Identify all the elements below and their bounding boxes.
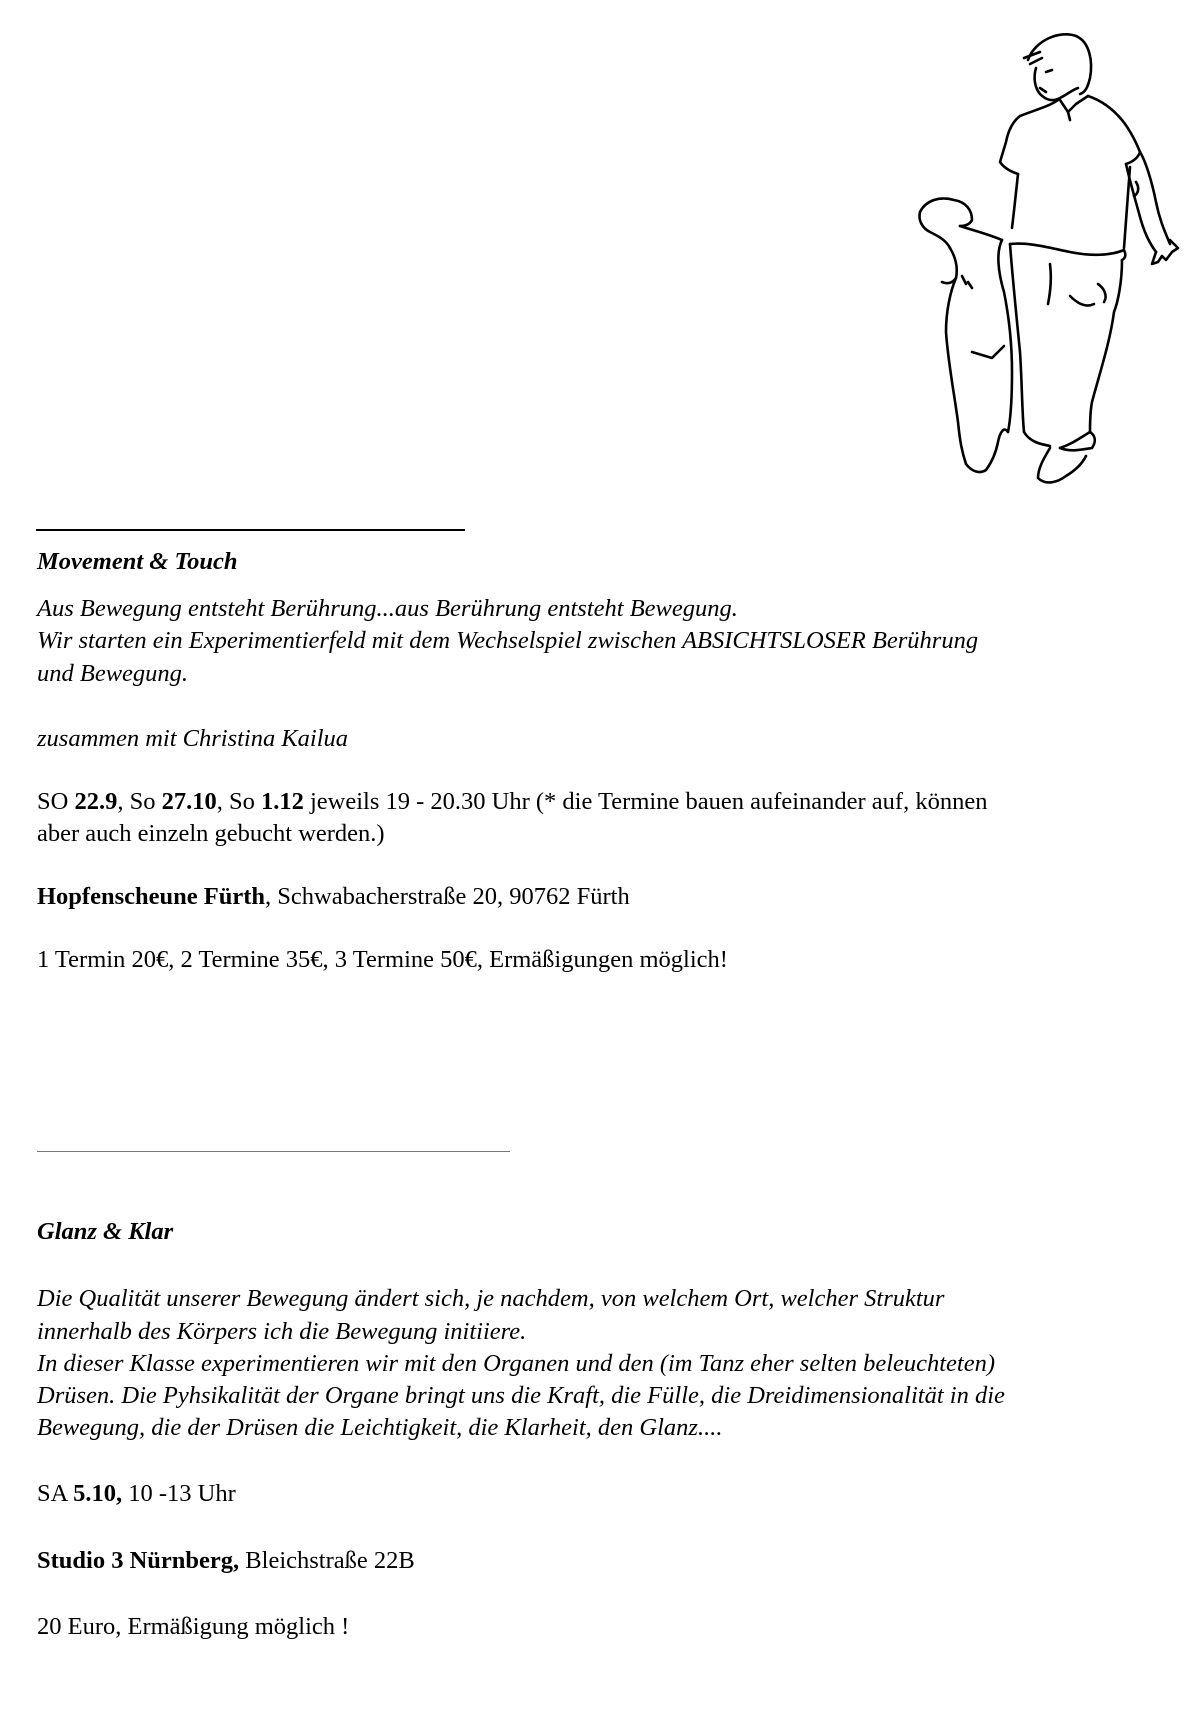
section-1-description-line-1: Aus Bewegung entsteht Berührung...aus Berührung entsteht Bewegung. bbox=[37, 595, 738, 622]
section-1-venue bbox=[37, 883, 630, 911]
venue-name: Hopfenscheune Fürth bbox=[37, 883, 266, 910]
date-3: 1.12 bbox=[260, 788, 304, 815]
date-1: 5.10, bbox=[73, 1480, 123, 1507]
date-1: 22.9 bbox=[74, 788, 118, 815]
section-2-description-line-5: Bewegung, die der Drüsen die Leichtigkeit, die Klarheit, den Glanz.... bbox=[37, 1414, 723, 1441]
section-2-description-line-4: Drüsen. Die Pyhsikalität der Organe bringt uns die Kraft, die Fülle, die Dreidimensionalität in die bbox=[37, 1382, 1005, 1409]
date-prefix: , So bbox=[117, 788, 162, 815]
walking-figures-illustration bbox=[900, 12, 1185, 497]
venue-address: , Schwabacherstraße 20, 90762 Fürth bbox=[265, 883, 630, 910]
section-divider-1 bbox=[36, 529, 465, 531]
section-2-price: 20 Euro, Ermäßigung möglich ! bbox=[37, 1613, 350, 1640]
section-divider-2 bbox=[37, 1151, 510, 1152]
venue-address: Bleichstraße 22B bbox=[239, 1547, 415, 1574]
section-2-dates bbox=[37, 1480, 236, 1508]
date-2: 27.10 bbox=[161, 788, 217, 815]
section-2-description-line-2: innerhalb des Körpers ich die Bewegung initiiere. bbox=[37, 1318, 527, 1345]
section-1-description-line-2: Wir starten ein Experimentierfeld mit dem Wechselspiel zwischen ABSICHTSLOSER Berührung bbox=[37, 627, 979, 654]
section-1-description-line-3: und Bewegung. bbox=[37, 660, 189, 687]
date-prefix: SO bbox=[37, 788, 75, 815]
date-prefix: , So bbox=[216, 788, 261, 815]
section-1-price: 1 Termin 20€, 2 Termine 35€, 3 Termine 50€, Ermäßigungen möglich! bbox=[37, 946, 728, 973]
section-2-title: Glanz & Klar bbox=[37, 1218, 174, 1245]
section-1-dates-note: aber auch einzeln gebucht werden.) bbox=[37, 820, 385, 847]
date-prefix: SA bbox=[37, 1480, 74, 1507]
venue-name: Studio 3 Nürnberg, bbox=[37, 1547, 240, 1574]
section-1-title: Movement & Touch bbox=[37, 548, 238, 575]
section-1-dates bbox=[37, 788, 987, 816]
dates-details: 10 -13 Uhr bbox=[122, 1480, 236, 1507]
section-2-description-line-3: In dieser Klasse experimentieren wir mit den Organen und den (im Tanz eher selten beleuchteten) bbox=[37, 1350, 996, 1377]
dates-details: jeweils 19 - 20.30 Uhr (* die Termine bauen aufeinander auf, können bbox=[303, 788, 988, 815]
section-2-venue bbox=[37, 1547, 415, 1575]
section-2-description-line-1: Die Qualität unserer Bewegung ändert sich, je nachdem, von welchem Ort, welcher Struktur bbox=[37, 1285, 945, 1312]
section-1-collaborator: zusammen mit Christina Kailua bbox=[37, 725, 349, 752]
